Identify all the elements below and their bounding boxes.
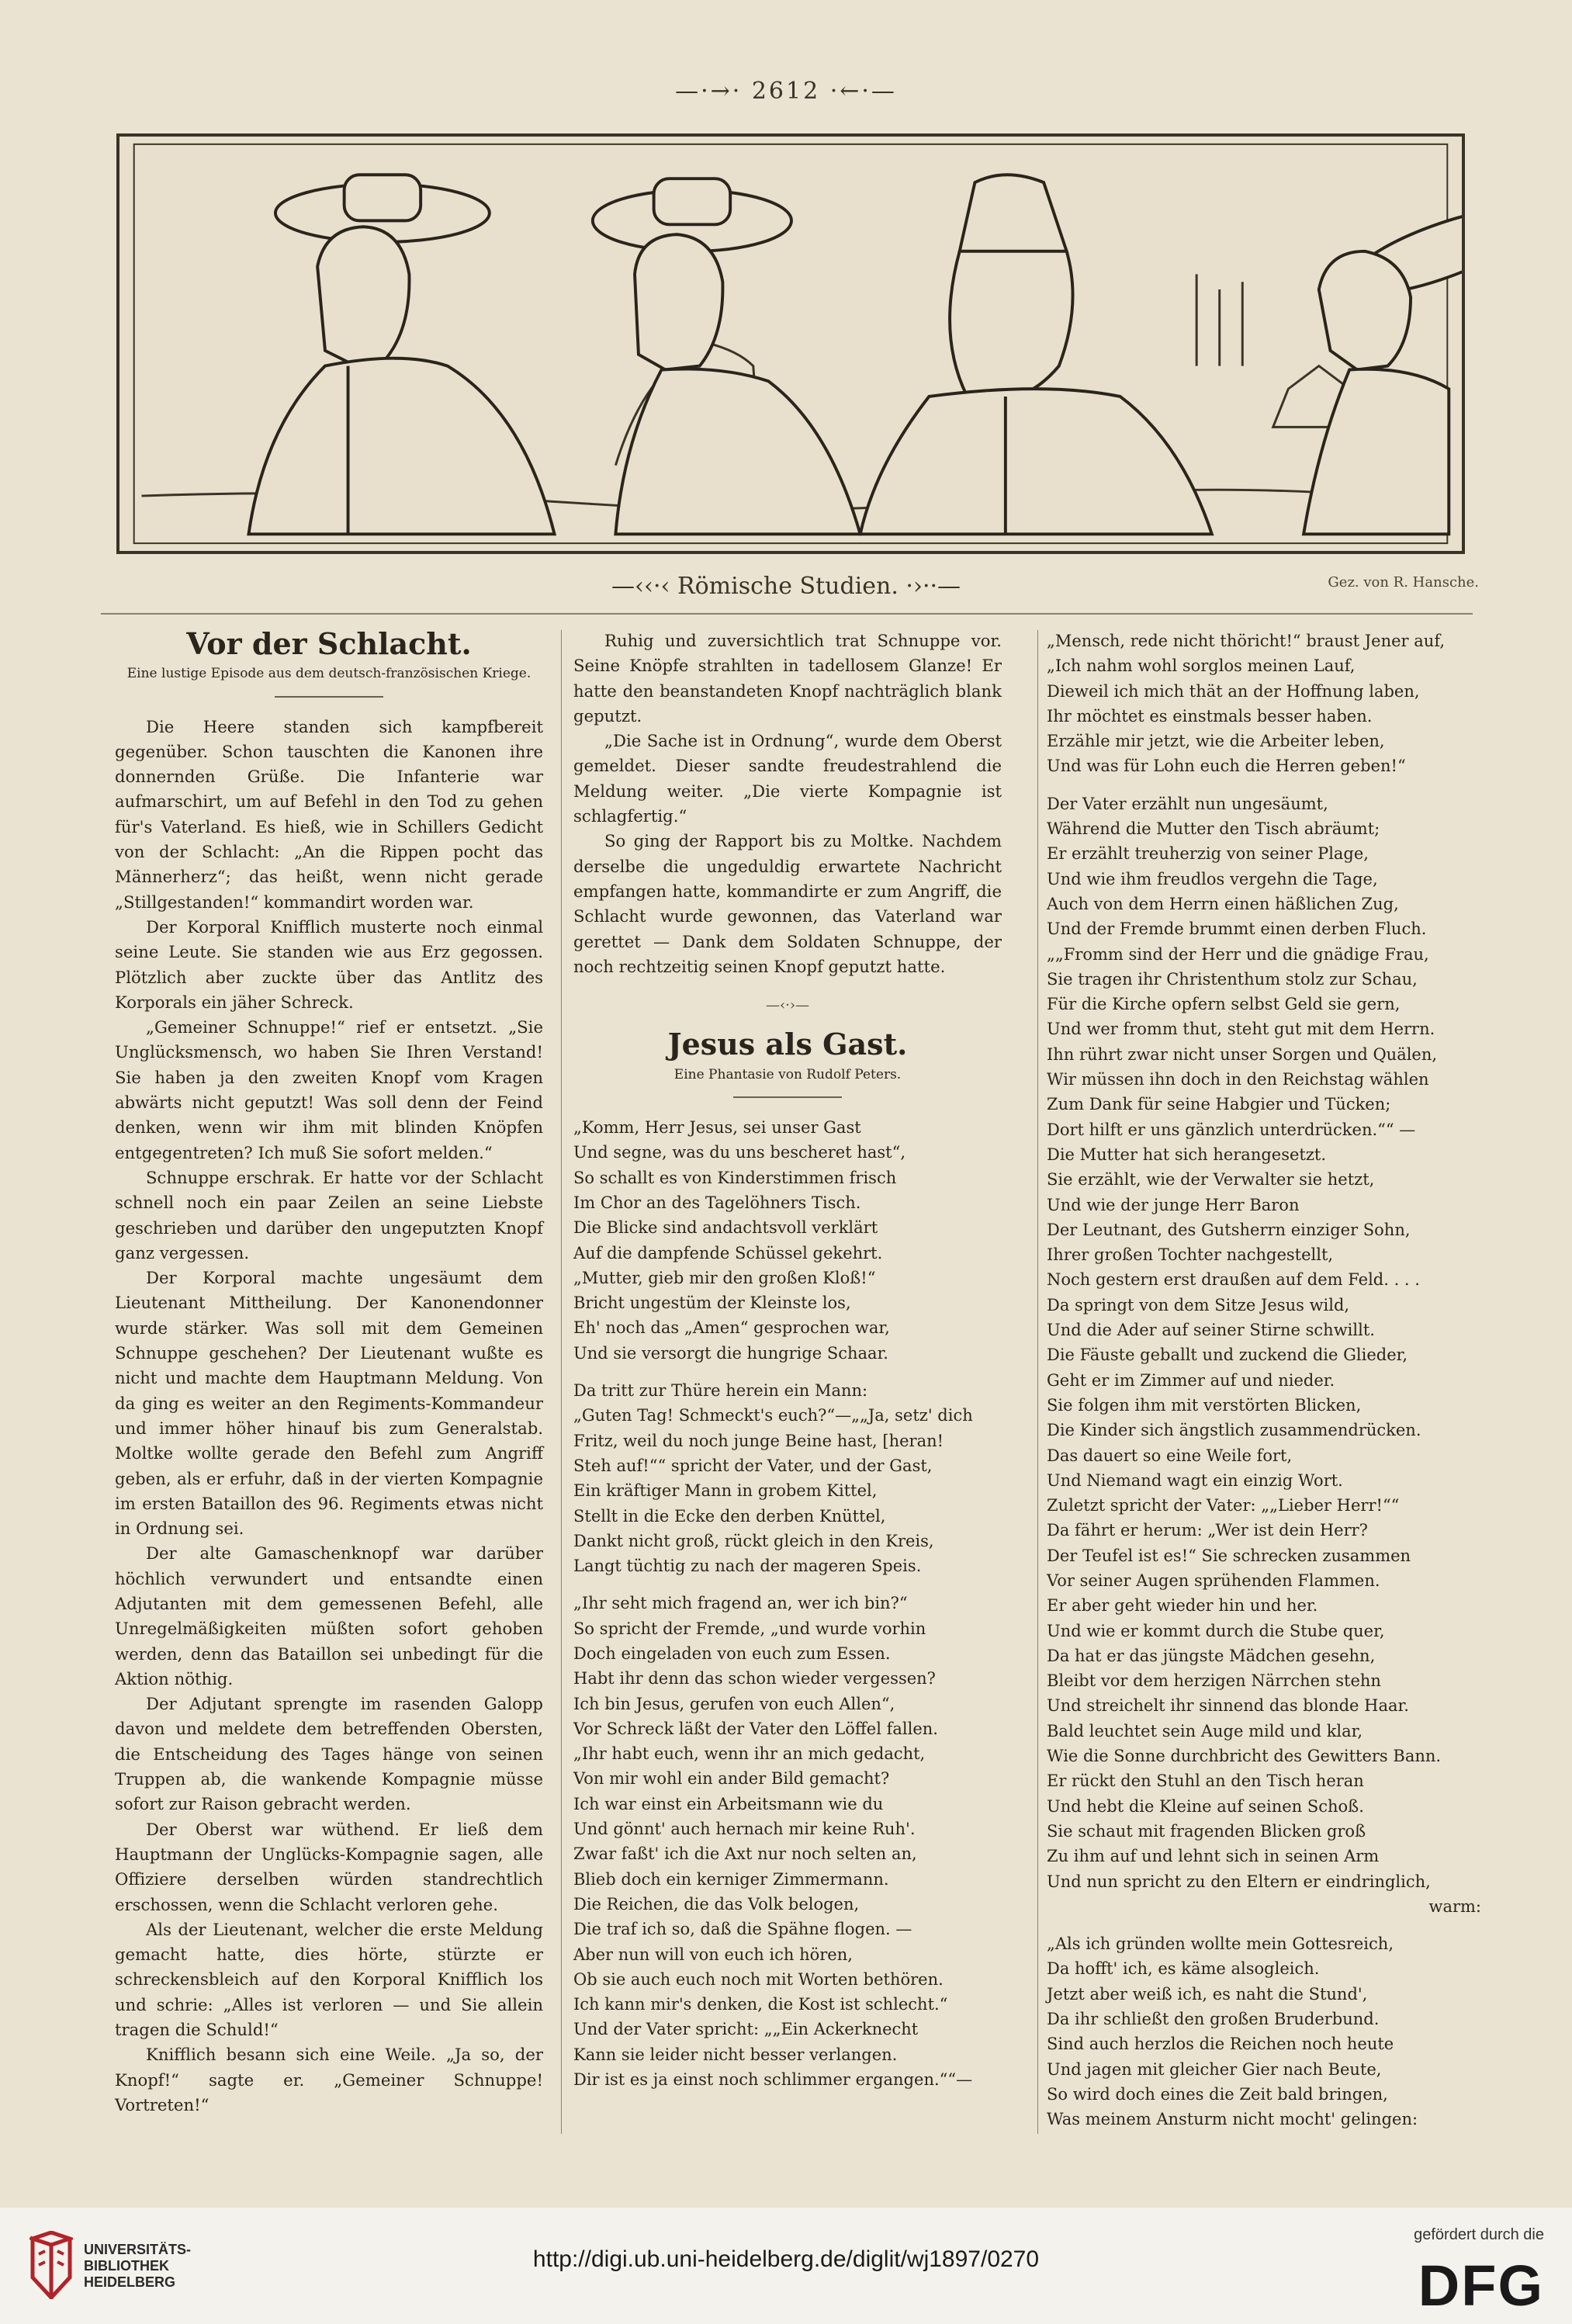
permalink-url[interactable]: http://digi.ub.uni-heidelberg.de/diglit/wj1897/0270	[532, 2246, 1040, 2272]
paragraph: Schnuppe erschrak. Er hatte vor der Schlacht schnell noch ein paar Zeilen an seine Liebste geschrieben und darüber den ungeputzten Knopf ganz vergessen.	[115, 1167, 543, 1262]
stanza-gap	[1047, 779, 1481, 791]
illustration-caption: —‹‹·‹ Römische Studien. ·›··—	[611, 573, 961, 600]
column-1	[115, 626, 543, 2118]
verse-line: Und wie er kommt durch die Stube quer,	[1047, 1621, 1385, 1640]
verse-line: Steh auf!““ spricht der Vater, und der Gast,	[573, 1456, 933, 1475]
verse-line: So schallt es von Kinderstimmen frisch	[573, 1168, 897, 1187]
page-number: —·→· 2612 ·←·—	[675, 78, 897, 105]
verse-line: „Mensch, rede nicht thöricht!“ braust Jener auf,	[1047, 632, 1446, 650]
verse-line: So spricht der Fremde, „und wurde vorhin	[573, 1619, 926, 1638]
verse-line: Habt ihr denn das schon wieder vergessen?	[573, 1669, 936, 1688]
verse-line: Und hebt die Kleine auf seinen Schoß.	[1047, 1796, 1364, 1816]
verse-line: „Ich nahm wohl sorglos meinen Lauf,	[1047, 656, 1356, 676]
stanza-gap	[573, 1366, 1002, 1378]
verse-line: Er rückt den Stuhl an den Tisch heran	[1047, 1772, 1364, 1791]
verse-line: Er erzählt treuherzig von seiner Plage,	[1047, 844, 1369, 864]
verse-line: Ihrer großen Tochter nachgestellt,	[1047, 1245, 1334, 1265]
verse-line: Sie tragen ihr Christenthum stolz zur Schau,	[1047, 969, 1418, 989]
verse-line: Und der Vater spricht: „„Ein Ackerknecht	[573, 2020, 919, 2039]
verse-line: Ob sie auch euch noch mit Worten bethören.	[573, 1969, 944, 1989]
verse-line: Doch eingeladen von euch zum Essen.	[573, 1643, 891, 1663]
paragraph: Als der Lieutenant, welcher die erste Meldung gemacht hatte, dies hörte, stürzte er schreckensbleich auf den Korporal Knifflich los und schrie: „Alles ist verloren — und Sie allein tragen die Schuld!“	[115, 1919, 543, 2040]
verse-line: Dir ist es ja einst noch schlimmer ergangen.““—	[573, 2070, 973, 2090]
verse-line: Im Chor an des Tagelöhners Tisch.	[573, 1193, 861, 1212]
verse-line: warm:	[1428, 1896, 1481, 1916]
verse-line: Die Reichen, die das Volk belogen,	[573, 1894, 860, 1914]
column-3	[1047, 629, 1481, 2132]
verse-line: Da hofft' ich, es käme alsogleich.	[1047, 1959, 1320, 1979]
verse-line: Die Fäuste geballt und zuckend die Glieder,	[1047, 1346, 1408, 1365]
story-continuation	[573, 629, 1002, 979]
poem-title-rule	[733, 1096, 842, 1098]
verse-line: Da springt von dem Sitze Jesus wild,	[1047, 1295, 1350, 1314]
funding-label: gefördert durch die	[1414, 2226, 1544, 2243]
verse-line: Ein kräftiger Mann in grobem Kittel,	[573, 1481, 878, 1501]
paragraph: So ging der Rapport bis zu Moltke. Nachdem derselbe die ungeduldig erwartete Nachricht empfangen hatte, kommandirte er zum Angriff, die Schlacht wurde gewonnen, das Vaterland war gerettet — Dank dem Soldaten Schnuppe, der noch rechtzeitig seinen Knopf geputzt hatte.	[573, 831, 1002, 976]
verse-line: Zwar faßt' ich die Axt nur noch selten an,	[573, 1844, 917, 1864]
column-rule	[561, 630, 562, 2134]
title-rule	[275, 696, 383, 698]
verse-line: Wie die Sonne durchbricht des Gewitters Bann.	[1047, 1747, 1442, 1766]
verse-line: Er aber geht wieder hin und her.	[1047, 1596, 1318, 1616]
verse-line: Wir müssen ihn doch in den Reichstag wählen	[1047, 1070, 1429, 1089]
story-title: Vor der Schlacht.	[186, 626, 472, 661]
verse-line: Stellt in die Ecke den derben Knüttel,	[573, 1506, 886, 1526]
verse-line: Da hat er das jüngste Mädchen gesehn,	[1047, 1646, 1376, 1665]
paragraph: Der Oberst war wüthend. Er ließ dem Hauptmann der Unglücks-Kompagnie sagen, alle Offiziere derselben würden standrechtlich erschossen, wenn die Schlacht verloren gehe.	[115, 1819, 543, 1914]
verse-line: Ihr möchtet es einstmals besser haben.	[1047, 706, 1373, 726]
verse-line: Vor seiner Augen sprühenden Flammen.	[1047, 1571, 1380, 1590]
viewer-footer	[0, 2208, 1572, 2324]
verse-line: Zum Dank für seine Habgier und Tücken;	[1047, 1095, 1391, 1114]
verse-line: Und Niemand wagt ein einzig Wort.	[1047, 1470, 1343, 1490]
verse-line: Sie folgen ihm mit verstörten Blicken,	[1047, 1395, 1362, 1415]
poem-body-col2	[573, 1115, 1002, 2092]
verse-line: „Mutter, gieb mir den großen Kloß!“	[573, 1268, 876, 1287]
verse-line: Vor Schreck läßt der Vater den Löffel fallen.	[573, 1719, 938, 1738]
library-name: UNIVERSITÄTS- BIBLIOTHEK HEIDELBERG	[84, 2242, 192, 2290]
column-rule	[1037, 630, 1038, 2134]
verse-line: Für die Kirche opfern selbst Geld sie gern,	[1047, 995, 1401, 1014]
verse-line: Und gönnt' auch hernach mir keine Ruh'.	[573, 1820, 916, 1839]
poem-title: Jesus als Gast.	[667, 1027, 908, 1062]
verse-line: Und was für Lohn euch die Herren geben!“	[1047, 757, 1406, 776]
verse-line: „Guten Tag! Schmeckt's euch?“—„„Ja, setz' dich	[573, 1406, 973, 1425]
paragraph: Knifflich besann sich eine Weile. „Ja so, der Knopf!“ sagte er. „Gemeiner Schnuppe! Vortreten!“	[115, 2045, 543, 2114]
horizontal-rule	[101, 613, 1473, 615]
poem-subtitle: Eine Phantasie von Rudolf Peters.	[673, 1066, 902, 1082]
verse-line: Sie schaut mit fragenden Blicken groß	[1047, 1821, 1366, 1841]
paragraph: Der Korporal machte ungesäumt dem Lieutenant Mittheilung. Der Kanonendonner wurde stärker. Was soll mit dem Gemeinen Schnuppe geschehen? Der Lieutenant wußte es nicht und machte dem Hauptmann Meldung. Von da ging es weiter an den Regiments-Kommandeur und immer höher hinauf bis zum Generalstab. Moltke wollte gerade den Befehl zum Angriff geben, als er erfuhr, daß in der vierten Kompagnie im ersten Bataillon des 96. Regiments etwas nicht in Ordnung sei.	[115, 1268, 543, 1539]
verse-line: Kann sie leider nicht besser verlangen.	[573, 2045, 898, 2064]
verse-line: Bricht ungestüm der Kleinste los,	[573, 1294, 851, 1313]
dfg-logo: DFG	[1418, 2253, 1544, 2318]
verse-line: Der Teufel ist es!“ Sie schrecken zusammen	[1047, 1546, 1411, 1565]
poem-body-col3	[1047, 629, 1481, 2132]
verse-line: Erzähle mir jetzt, wie die Arbeiter leben,	[1047, 732, 1385, 751]
verse-line: So wird doch eines die Zeit bald bringen,	[1047, 2084, 1388, 2104]
verse-line: Die Blicke sind andachtsvoll verklärt	[573, 1218, 878, 1238]
verse-line: Und streichelt ihr sinnend das blonde Haar.	[1047, 1696, 1409, 1716]
verse-line: Das dauert so eine Weile fort,	[1047, 1446, 1293, 1465]
verse-line: Während die Mutter den Tisch abräumt;	[1047, 819, 1380, 839]
verse-line: Jetzt aber weiß ich, es naht die Stund',	[1047, 1984, 1368, 2004]
artist-credit: Gez. von R. Hansche.	[1328, 574, 1479, 591]
story-body	[115, 715, 543, 2118]
verse-line: Langt tüchtig zu nach der mageren Speis.	[573, 1557, 922, 1576]
verse-line: Und wie ihm freudlos vergehn die Tage,	[1047, 869, 1378, 888]
paragraph: Ruhig und zuversichtlich trat Schnuppe vor. Seine Knöpfe strahlten in tadellosem Glanze! Er hatte den beanstandeten Knopf nachträglich blank geputzt.	[573, 631, 1002, 726]
verse-line: Blieb doch ein kerniger Zimmermann.	[573, 1869, 889, 1889]
verse-line: „Ihr habt euch, wenn ihr an mich gedacht,	[573, 1744, 926, 1764]
stanza-gap	[573, 1578, 1002, 1591]
verse-line: Der Leutnant, des Gutsherrn einziger Sohn,	[1047, 1220, 1411, 1239]
cartoon-illustration	[116, 133, 1465, 554]
verse-line: Auf die dampfende Schüssel gekehrt.	[573, 1243, 883, 1262]
verse-line: Ich bin Jesus, gerufen von euch Allen“,	[573, 1694, 895, 1713]
verse-line: Und die Ader auf seiner Stirne schwillt.	[1047, 1321, 1375, 1340]
verse-line: Geht er im Zimmer auf und nieder.	[1047, 1370, 1335, 1390]
verse-line: Da fährt er herum: „Wer ist dein Herr?	[1047, 1521, 1368, 1540]
verse-line: Da ihr schließt den großen Bruderbund.	[1047, 2010, 1380, 2029]
verse-line: „Ihr seht mich fragend an, wer ich bin?“	[573, 1594, 908, 1613]
verse-line: Zuletzt spricht der Vater: „„Lieber Herr!““	[1047, 1496, 1400, 1515]
verse-line: Ich war einst ein Arbeitsmann wie du	[573, 1794, 884, 1813]
paragraph: Die Heere standen sich kampfbereit gegenüber. Schon tauschten die Kanonen ihre donnernden Grüße. Die Infanterie war aufmarschirt, um auf Befehl in den Tod zu gehen für's Vaterland. Es hieß, wie in Schillers Gedicht von der Schlacht: „An die Rippen pocht das Männerherz“; das heißt, wenn nicht gerade „Stillgestanden!“ kommandirt worden war.	[115, 716, 543, 912]
verse-line: Von mir wohl ein ander Bild gemacht?	[573, 1769, 890, 1789]
verse-line: Ihn rührt zwar nicht unser Sorgen und Quälen,	[1047, 1044, 1438, 1064]
verse-line: Dort hilft er uns gänzlich unterdrücken.““ —	[1047, 1120, 1416, 1139]
verse-line: „Komm, Herr Jesus, sei unser Gast	[573, 1118, 861, 1138]
verse-line: Sie erzählt, wie der Verwalter sie hetzt,	[1047, 1170, 1375, 1190]
paragraph: Der alte Gamaschenknopf war darüber höchlich verwundert und entsandte einen Adjutanten mit dem gemessenen Befehl, alle Unregelmäßigkeiten müßten sofort gehoben werden, denn das Bataillon sei unbedingt für die Aktion nöthig.	[115, 1543, 543, 1688]
verse-line: Und nun spricht zu den Eltern er eindringlich,	[1047, 1872, 1431, 1891]
verse-line: Und sie versorgt die hungrige Schaar.	[573, 1343, 888, 1363]
verse-line: „Als ich gründen wollte mein Gottesreich,	[1047, 1934, 1394, 1954]
verse-line: Dieweil ich mich thät an der Hoffnung laben,	[1047, 681, 1420, 701]
paragraph: „Die Sache ist in Ordnung“, wurde dem Oberst gemeldet. Dieser sandte freudestrahlend die Meldung weiter. „Die vierte Kompagnie ist schlagfertig.“	[573, 731, 1002, 826]
verse-line: Aber nun will von euch ich hören,	[573, 1945, 853, 1964]
verse-line: Die traf ich so, daß die Spähne flogen. —	[573, 1920, 912, 1939]
verse-line: Der Vater erzählt nun ungesäumt,	[1047, 794, 1328, 813]
paragraph: „Gemeiner Schnuppe!“ rief er entsetzt. „Sie Unglücksmensch, wo haben Sie Ihren Verstand! Sie haben ja den zweiten Knopf vom Kragen abwärts nicht geputzt! Was soll denn der Feind denken, wenn wir ihm mit blinden Knöpfen entgegentreten? Ich muß Sie sofort melden.“	[115, 1017, 543, 1162]
paragraph: Der Korporal Knifflich musterte noch einmal seine Leute. Sie standen wie aus Erz gegossen. Plötzlich aber zuckte über das Antlitz des Korporals ein jäher Schreck.	[115, 916, 543, 1012]
verse-line: Eh' noch das „Amen“ gesprochen war,	[573, 1318, 890, 1338]
column-2	[573, 629, 1002, 2092]
verse-line: Noch gestern erst draußen auf dem Feld. . . .	[1047, 1270, 1420, 1290]
verse-line: Die Mutter hat sich herangesetzt.	[1047, 1145, 1327, 1164]
verse-line: Auch von dem Herrn einen häßlichen Zug,	[1047, 894, 1399, 913]
verse-line: Fritz, weil du noch junge Beine hast, [heran!	[573, 1431, 944, 1450]
verse-line: Und segne, was du uns bescheret hast“,	[573, 1143, 905, 1162]
page-number-value: 2612	[751, 78, 821, 105]
stanza-gap	[1047, 1919, 1481, 1931]
verse-line: Bald leuchtet sein Auge mild und klar,	[1047, 1721, 1363, 1740]
verse-line: Und wer fromm thut, steht gut mit dem Herrn.	[1047, 1020, 1435, 1039]
verse-line: Was meinem Ansturm nicht mocht' gelingen:	[1047, 2110, 1418, 2129]
verse-line: Die Kinder sich ängstlich zusammendrücken.	[1047, 1421, 1421, 1440]
verse-line: Und jagen mit gleicher Gier nach Beute,	[1047, 2059, 1382, 2079]
verse-line: Und der Fremde brummt einen derben Fluch.	[1047, 920, 1427, 939]
cartoon-drawing	[119, 137, 1462, 551]
verse-line: Sind auch herzlos die Reichen noch heute	[1047, 2035, 1394, 2054]
verse-line: Da tritt zur Thüre herein ein Mann:	[573, 1381, 868, 1401]
verse-line: „„Fromm sind der Herr und die gnädige Frau,	[1047, 944, 1429, 964]
story-subtitle: Eine lustige Episode aus dem deutsch-französischen Kriege.	[126, 666, 532, 682]
paragraph: Der Adjutant sprengte im rasenden Galopp davon und meldete dem betreffenden Obersten, die Entscheidung des Tages hänge von seinen Truppen ab, die wankende Kompagnie müsse sofort zur Raison gebracht werden.	[115, 1694, 543, 1814]
verse-line: Ich kann mir's denken, die Kost ist schlecht.“	[573, 1995, 948, 2014]
verse-line: Dankt nicht groß, rückt gleich in den Kreis,	[573, 1531, 934, 1550]
ornament-divider: —‹·›—	[765, 997, 810, 1014]
verse-line: Und wie der junge Herr Baron	[1047, 1195, 1300, 1214]
caption-text: Römische Studien.	[677, 573, 899, 600]
verse-line: Zu ihm auf und lehnt sich in seinen Arm	[1047, 1847, 1380, 1866]
verse-line: Bleibt vor dem herzigen Närrchen stehn	[1047, 1671, 1381, 1691]
